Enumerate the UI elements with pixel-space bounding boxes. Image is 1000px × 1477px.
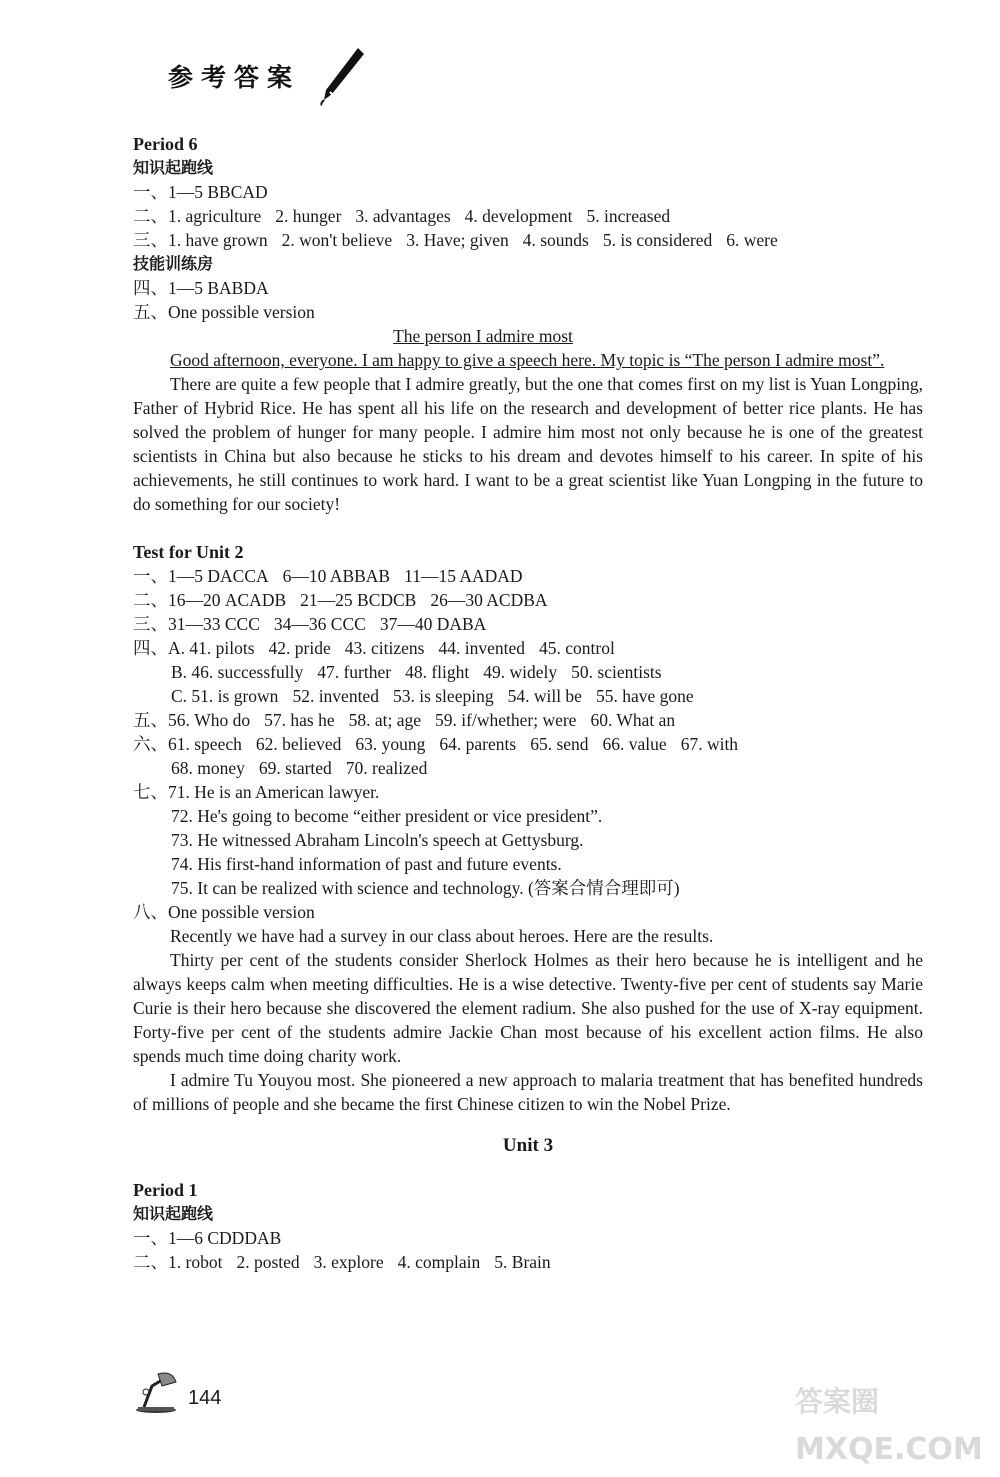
period-1-title: Period 1 — [133, 1180, 198, 1200]
answer-line: 75. It can be realized with science and technology. (答案合情合理即可) — [171, 878, 680, 898]
page-footer — [132, 1370, 221, 1414]
answer-line: 七、71. He is an American lawyer. — [133, 782, 380, 802]
answer-line: 八、One possible version — [133, 902, 315, 922]
answer-line: 二、16—20 ACADB 21—25 BCDCB 26—30 ACDBA — [133, 590, 548, 610]
svg-text:答案圈: 答案圈 — [795, 1385, 880, 1418]
answer-line: 72. He's going to become “either president or vice president”. — [171, 806, 603, 826]
answer-line: 三、1. have grown 2. won't believe 3. Have; given 4. sounds 5. is considered 6. were — [133, 230, 778, 250]
watermark-logo — [785, 1369, 990, 1469]
answer-line: C. 51. is grown 52. invented 53. is sleeping 54. will be 55. have gone — [171, 686, 694, 706]
essay-paragraph: There are quite a few people that I admire greatly, but the one that comes first on my list is Yuan Longping, Father of Hybrid Rice. He has spent all his life on the research and development of better rice plants. He has solved the problem of hunger for many people. I admire him most not only because he is one of the greatest scientists in China but also because he sticks to his dream and devotes himself to his career. In spite of his achievements, he still continues to work hard. I want to be a great scientist like Yuan Longping in the future to do something for our society! — [133, 374, 923, 514]
answer-line: 一、1—5 BBCAD — [133, 182, 268, 202]
answer-content — [133, 132, 923, 1274]
answer-line: 四、A. 41. pilots 42. pride 43. citizens 44. invented 45. control — [133, 638, 615, 658]
page-number: 144 — [188, 1387, 222, 1409]
answer-line: B. 46. successfully 47. further 48. flight 49. widely 50. scientists — [171, 662, 662, 682]
answer-line: 四、1—5 BABDA — [133, 278, 269, 298]
answer-line: 二、1. robot 2. posted 3. explore 4. complain 5. Brain — [133, 1252, 551, 1272]
section-title: 技能训练房 — [133, 254, 214, 273]
lamp-icon — [132, 1370, 180, 1414]
test-unit-2-title: Test for Unit 2 — [133, 542, 244, 562]
essay-paragraph: Good afternoon, everyone. I am happy to give a speech here. My topic is “The person I admire most”. — [170, 350, 885, 370]
svg-text:MXQE.COM: MXQE.COM — [795, 1432, 983, 1467]
answer-line: 一、1—6 CDDDAB — [133, 1228, 282, 1248]
answer-line: 六、61. speech 62. believed 63. young 64. parents 65. send 66. value 67. with — [133, 734, 739, 754]
answer-line: 73. He witnessed Abraham Lincoln's speech at Gettysburg. — [171, 830, 584, 850]
header-title: 参考答案 — [168, 63, 301, 92]
answer-line: 二、1. agriculture 2. hunger 3. advantages 4. development 5. increased — [133, 206, 671, 226]
answer-line: 74. His first-hand information of past and future events. — [171, 854, 562, 874]
page-header — [168, 58, 300, 94]
answer-line: 一、1—5 DACCA 6—10 ABBAB 11—15 AADAD — [133, 566, 523, 586]
section-title: 知识起跑线 — [133, 1204, 214, 1223]
period-6-title: Period 6 — [133, 134, 198, 154]
pen-icon — [318, 46, 366, 106]
essay-paragraph: Recently we have had a survey in our class about heroes. Here are the results. — [170, 926, 714, 946]
essay-paragraph: Thirty per cent of the students consider Sherlock Holmes as their hero because he is intelligent and he always keeps calm when meeting difficulties. He is a wise detective. Twenty-five per cent of students say Marie Curie is their hero because she discovered the element radium. She also pushed for the use of X-ray equipment. Forty-five per cent of the students admire Jackie Chan most because of his excellent action films. He also spends much time doing charity work. — [133, 950, 923, 1066]
essay-title: The person I admire most — [393, 326, 573, 346]
essay-paragraph: I admire Tu Youyou most. She pioneered a new approach to malaria treatment that has benefited hundreds of millions of people and she became the first Chinese citizen to win the Nobel Prize. — [133, 1070, 923, 1114]
section-title: 知识起跑线 — [133, 158, 214, 177]
answer-line: 五、56. Who do 57. has he 58. at; age 59. if/whether; were 60. What an — [133, 710, 676, 730]
answer-line: 三、31—33 CCC 34—36 CCC 37—40 DABA — [133, 614, 487, 634]
answer-line: 68. money 69. started 70. realized — [171, 758, 428, 778]
answer-line: 五、One possible version — [133, 302, 315, 322]
unit-3-title: Unit 3 — [502, 1135, 554, 1156]
